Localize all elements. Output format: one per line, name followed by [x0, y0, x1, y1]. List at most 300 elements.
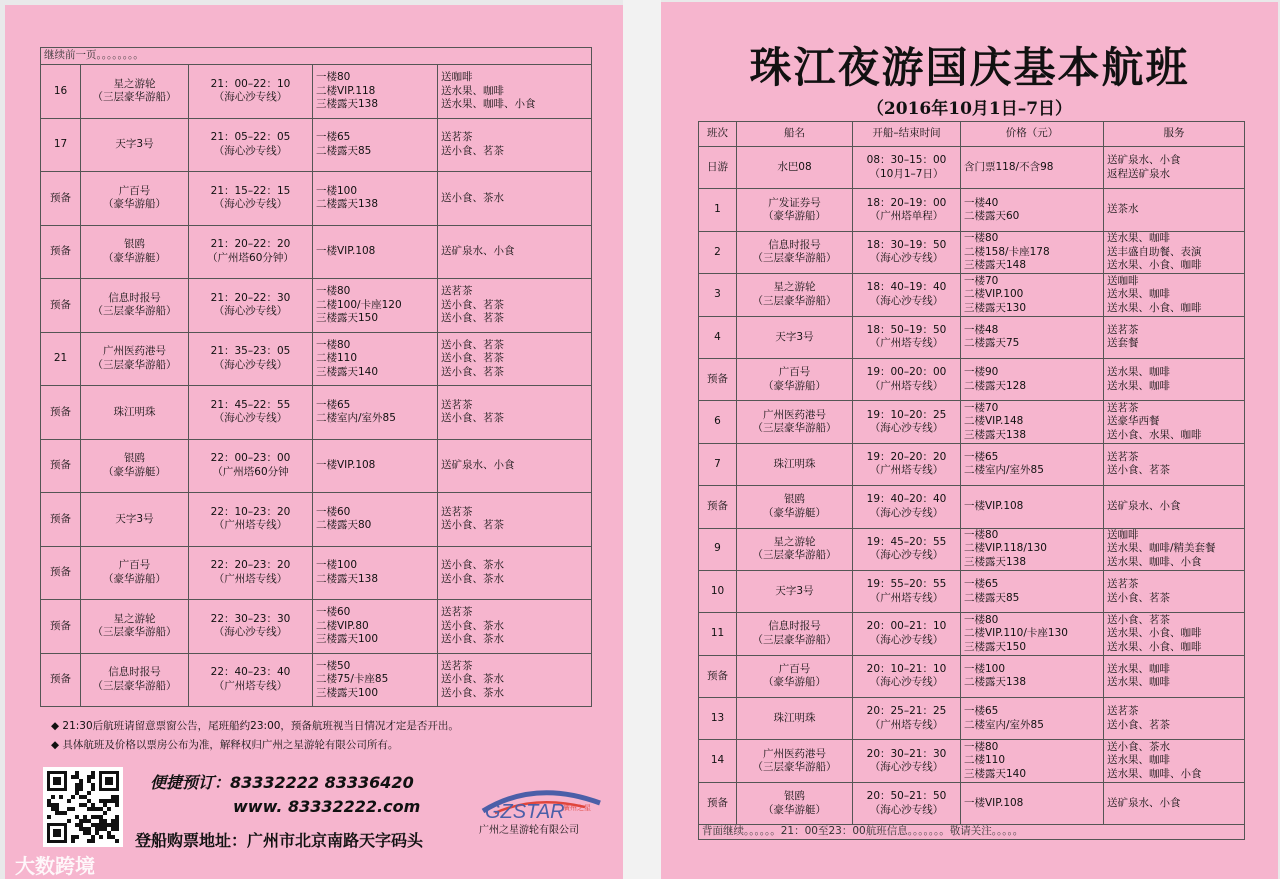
service [1104, 274, 1245, 316]
sail-time-line: （海心沙专线） [213, 412, 288, 425]
price [313, 439, 438, 493]
boat-name-line: 信息时报号 [108, 291, 161, 304]
service-line: 送豪华西餐 [1107, 415, 1160, 428]
service-line: 送矿泉水、小食 [1107, 796, 1181, 809]
footer-note: 背面继续。。。。。。21：00至23：00航班信息。。。。。。。敬请关注。。。。。 [699, 825, 1245, 840]
price-line: 一楼65 [964, 450, 999, 463]
sail-time-line: （广州塔60分钟 [212, 465, 289, 478]
price-line: 二楼室内/室外85 [964, 718, 1044, 731]
sail-time-line: （10月1–7日） [869, 167, 944, 180]
sail-time-line: （海心沙专线） [213, 358, 288, 371]
price [961, 782, 1104, 824]
sail-time [189, 653, 313, 707]
price-line: 一楼80 [316, 285, 351, 297]
price-line: 三楼露天138 [964, 555, 1027, 568]
trip-number: 预备 [41, 279, 81, 333]
table-row [699, 528, 1245, 570]
service-line: 送水果、咖啡 [1107, 754, 1170, 767]
service [438, 118, 592, 172]
page-title: 珠江夜游国庆基本航班 [749, 43, 1190, 92]
price [961, 189, 1104, 231]
sail-time [853, 147, 961, 189]
sail-time-line: 20：00–21：10 [866, 620, 947, 633]
service-line: 送小食、茗茶 [1107, 613, 1170, 626]
sail-time-line: 20：10–21：10 [866, 662, 947, 675]
sail-time-line: （海心沙专线） [869, 803, 944, 816]
boat-name [737, 570, 853, 612]
boat-name-line: （豪华游船） [763, 676, 826, 689]
sail-time-line: （广州塔专线） [869, 379, 944, 392]
boat-name-line: 广州医药港号 [763, 408, 826, 421]
boat-name-line: 广百号 [778, 366, 811, 379]
sail-time [189, 439, 313, 493]
trip-number: 10 [699, 570, 737, 612]
table-row [699, 740, 1245, 782]
boat-name [737, 443, 853, 485]
boat-name-line: （豪华游艇） [103, 251, 166, 264]
price-line: 二楼110 [316, 352, 358, 364]
continued-note: 继续前一页。。。。。。。。 [41, 48, 592, 65]
boat-name-line: 广百号 [778, 662, 811, 675]
sail-time-line: （广州塔专线） [213, 679, 288, 692]
boat-name [737, 486, 853, 528]
service-line: 送小食、茶水 [441, 633, 504, 645]
price-line: 一楼80 [316, 338, 351, 351]
boat-name-line: （豪华游船） [763, 379, 826, 392]
service-line: 送水果、咖啡、小食 [1107, 767, 1202, 780]
service-line: 送水果、咖啡 [1107, 676, 1170, 689]
trip-number: 3 [699, 274, 737, 316]
price-line: 三楼露天138 [964, 428, 1027, 441]
boat-name [737, 316, 853, 358]
trip-number: 21 [41, 332, 81, 386]
service-line: 送茗茶 [1107, 323, 1139, 336]
boat-name [737, 698, 853, 740]
header-no: 班次 [699, 122, 737, 147]
boat-name-line: 珠江明珠 [773, 457, 816, 470]
boat-name-line: 天字3号 [775, 584, 814, 597]
price-line: 二楼露天138 [316, 572, 379, 585]
table-row [41, 546, 592, 600]
service-line: 送茗茶 [1107, 450, 1139, 463]
service-line: 送小食、茗茶 [1107, 591, 1170, 604]
trip-number: 17 [41, 118, 81, 172]
sail-time [853, 740, 961, 782]
sail-time [189, 279, 313, 333]
price-line: 二楼露天60 [964, 210, 1020, 223]
boat-name [81, 493, 189, 547]
boat-name-line: （豪华游艇） [763, 506, 826, 519]
sail-time [189, 172, 313, 226]
price [313, 332, 438, 386]
service-line: 送咖啡 [1107, 528, 1139, 541]
service-line: 送小食、茶水 [441, 191, 504, 204]
trip-number: 预备 [41, 546, 81, 600]
trip-number: 14 [699, 740, 737, 782]
boat-name [737, 613, 853, 655]
sail-time-line: 18：40–19：40 [866, 281, 947, 294]
table-row [699, 147, 1245, 189]
price [961, 231, 1104, 273]
boat-name-line: （三层豪华游船） [752, 422, 837, 435]
sail-time [853, 316, 961, 358]
service [438, 546, 592, 600]
price-line: 一楼65 [964, 578, 999, 591]
table-row [699, 189, 1245, 231]
trip-number: 预备 [699, 782, 737, 824]
service-line: 送小食、茗茶 [441, 352, 504, 364]
sail-time-line: 22：10–23：20 [210, 505, 291, 518]
sail-time-line: （广州塔专线） [869, 591, 944, 604]
sail-time-line: （广州塔单程） [869, 210, 944, 223]
sail-time-line: （海心沙专线） [869, 633, 944, 646]
service-line: 送小食、茗茶 [1107, 464, 1170, 477]
sail-time-line: （海心沙专线） [869, 506, 944, 519]
qr-code [43, 767, 123, 847]
table-row [41, 65, 592, 119]
boat-name-line: 珠江明珠 [113, 405, 156, 418]
service [1104, 358, 1245, 400]
service [1104, 782, 1245, 824]
price-line: 一楼80 [316, 71, 351, 83]
trip-number: 13 [699, 698, 737, 740]
sail-time-line: （广州塔专线） [869, 337, 944, 350]
service-line: 送水果、小食、咖啡 [1107, 301, 1202, 314]
price-line: 二楼露天75 [964, 337, 1020, 350]
service-line: 送丰盛自助餐、表演 [1107, 245, 1202, 258]
service-line: 送矿泉水、小食 [441, 245, 515, 257]
price [313, 172, 438, 226]
boat-name-line: 银鸥 [784, 790, 805, 803]
boat-name [737, 655, 853, 697]
trip-number: 9 [699, 528, 737, 570]
boat-name-line: （三层豪华游船） [752, 294, 837, 307]
price-line: 二楼室内/室外85 [964, 464, 1044, 477]
price [313, 279, 438, 333]
price [313, 65, 438, 119]
service-line: 送水果、咖啡 [441, 84, 504, 97]
sail-time [853, 401, 961, 443]
table-row [41, 225, 592, 279]
trip-number: 预备 [41, 439, 81, 493]
service-line: 送茗茶 [1107, 705, 1139, 718]
boat-name [81, 546, 189, 600]
price [961, 655, 1104, 697]
sail-time-line: （广州塔专线） [213, 572, 288, 585]
boat-name [81, 65, 189, 119]
table-row [699, 782, 1245, 824]
price [961, 147, 1104, 189]
price-line: 含门票118/不含98 [964, 160, 1054, 173]
service-line: 送咖啡 [1107, 274, 1139, 287]
service [438, 172, 592, 226]
table-row [41, 332, 592, 386]
price [961, 486, 1104, 528]
price-line: 二楼VIP.80 [316, 619, 369, 632]
sail-time-line: 20：30–21：30 [866, 747, 947, 760]
price [961, 740, 1104, 782]
price [961, 528, 1104, 570]
service [438, 65, 592, 119]
service [1104, 698, 1245, 740]
boat-name [81, 600, 189, 654]
sail-time-line: （海心沙专线） [869, 294, 944, 307]
boat-name-line: 珠江明珠 [773, 712, 816, 725]
header-time: 开船–结束时间 [853, 122, 961, 147]
sail-time-line: 22：30–23：30 [210, 612, 291, 625]
price-line: 一楼80 [964, 740, 999, 753]
sail-time-line: 20：50–21：50 [866, 790, 947, 803]
price [961, 316, 1104, 358]
service [438, 600, 592, 654]
boat-name-line: 广州医药港号 [763, 747, 826, 760]
table-row [699, 443, 1245, 485]
service-line: 送小食、茗茶 [441, 312, 504, 324]
price-line: 一楼70 [964, 274, 999, 287]
service-line: 送矿泉水、小食 [1107, 154, 1181, 167]
sail-time-line: （广州塔60分钟） [207, 251, 294, 264]
trip-number: 6 [699, 401, 737, 443]
sail-time [853, 231, 961, 273]
sail-time-line: （广州塔专线） [213, 519, 288, 532]
service [1104, 613, 1245, 655]
service-line: 送水果、小食、咖啡 [1107, 259, 1202, 272]
price-line: 二楼VIP.100 [964, 288, 1024, 301]
sail-time-line: 21：20–22：30 [210, 291, 291, 304]
boat-name-line: 广州医药港号 [103, 345, 166, 358]
service [1104, 486, 1245, 528]
price-line: 二楼VIP.110/卡座130 [964, 627, 1068, 640]
sail-time-line: 19：10–20：25 [866, 408, 947, 421]
table-row [41, 600, 592, 654]
service-line: 送茶水 [1107, 203, 1139, 216]
service-line: 送小食、茶水 [441, 572, 504, 585]
boat-name [81, 225, 189, 279]
boat-name-line: （豪华游船） [763, 210, 826, 223]
boat-name-line: （三层豪华游船） [752, 761, 837, 774]
service [1104, 147, 1245, 189]
sail-time [189, 546, 313, 600]
trip-number: 预备 [41, 493, 81, 547]
sail-time-line: 18：50–19：50 [866, 323, 947, 336]
boat-name [737, 528, 853, 570]
trip-number: 4 [699, 316, 737, 358]
price-line: 一楼80 [964, 232, 999, 245]
price-line: 二楼158/卡座178 [964, 245, 1050, 258]
logo-text: GZSTAR [485, 801, 565, 823]
price [313, 653, 438, 707]
price-line: 二楼室内/室外85 [316, 412, 396, 425]
table-row [699, 358, 1245, 400]
service-line: 送小食、茗茶 [441, 338, 504, 351]
sail-time-line: （海心沙专线） [869, 549, 944, 562]
note-1: ◆ 21:30后航班请留意票窗公告，尾班船约23:00，预备航班视当日情况才定是否开出。 [51, 720, 459, 732]
boat-name [737, 358, 853, 400]
service-line: 送小食、茶水 [441, 559, 504, 572]
price-line: 三楼露天100 [316, 686, 379, 699]
table-row [699, 613, 1245, 655]
boat-name-line: 银鸥 [124, 452, 145, 465]
boat-name-line: 星之游轮 [773, 535, 816, 548]
price-line: 二楼VIP.118/130 [964, 542, 1047, 555]
service-line: 送小食、茶水 [441, 673, 504, 685]
sail-time-line: （海心沙专线） [213, 91, 288, 104]
price-line: 一楼65 [964, 705, 999, 718]
service-line: 送水果、咖啡 [1107, 662, 1170, 675]
boat-name [81, 172, 189, 226]
service-line: 送咖啡 [441, 71, 473, 83]
boarding-address: 登船购票地址：广州市北京南路天字码头 [135, 831, 424, 850]
boat-name [81, 386, 189, 440]
price [313, 493, 438, 547]
trip-number: 预备 [41, 386, 81, 440]
price-line: 二楼露天85 [964, 591, 1020, 604]
sail-time [853, 528, 961, 570]
price-line: 一楼48 [964, 323, 999, 336]
table-row [41, 439, 592, 493]
price-line: 一楼50 [316, 659, 351, 672]
service-line: 送水果、咖啡、小食 [1107, 555, 1202, 568]
trip-number: 预备 [41, 172, 81, 226]
boat-name [737, 740, 853, 782]
service-line: 送茗茶 [441, 659, 473, 672]
table-row [699, 698, 1245, 740]
trip-number: 预备 [699, 486, 737, 528]
sail-time [853, 570, 961, 612]
service [1104, 740, 1245, 782]
price [961, 401, 1104, 443]
price-line: 二楼露天85 [316, 144, 372, 157]
trip-number: 日游 [699, 147, 737, 189]
price-line: 二楼露天138 [964, 676, 1027, 689]
note-2: ◆ 具体航班及价格以票房公布为准，解释权归广州之星游轮有限公司所有。 [51, 739, 399, 751]
service-line: 送小食、茗茶 [441, 144, 504, 157]
service-line: 送茗茶 [1107, 578, 1139, 591]
table-row [41, 279, 592, 333]
sail-time-line: （广州塔专线） [869, 718, 944, 731]
price-line: 三楼露天138 [316, 98, 379, 110]
service-line: 送水果、咖啡 [1107, 366, 1170, 379]
service-line: 送水果、小食、咖啡 [1107, 640, 1202, 653]
sail-time-line: 19：20–20：20 [866, 450, 947, 463]
boat-name-line: （豪华游艇） [763, 803, 826, 816]
trip-number: 11 [699, 613, 737, 655]
service-line: 送小食、茶水 [1107, 740, 1170, 753]
price [313, 386, 438, 440]
service-line: 送套餐 [1107, 337, 1139, 350]
sail-time [189, 386, 313, 440]
price-line: 三楼露天140 [316, 365, 379, 378]
service [1104, 316, 1245, 358]
sail-time [853, 189, 961, 231]
service-line: 送矿泉水、小食 [441, 459, 515, 471]
boat-name [737, 274, 853, 316]
price [961, 613, 1104, 655]
table-row [699, 231, 1245, 273]
price-line: 一楼100 [316, 184, 358, 197]
trip-number: 16 [41, 65, 81, 119]
trip-number: 预备 [41, 600, 81, 654]
boat-name-line: 天字3号 [115, 138, 154, 150]
sail-time-line: 19：55–20：55 [866, 578, 947, 591]
price-line: 三楼露天130 [964, 301, 1027, 314]
service [1104, 655, 1245, 697]
price-line: 一楼90 [964, 366, 999, 379]
service [1104, 443, 1245, 485]
sail-time-line: 21：45–22：55 [210, 398, 291, 411]
price [313, 546, 438, 600]
service [1104, 231, 1245, 273]
boat-name-line: 星之游轮 [113, 612, 156, 625]
price-line: 一楼VIP.108 [964, 500, 1024, 513]
logo-subtext: 廣州之星 [563, 804, 591, 812]
service-line: 送茗茶 [441, 398, 473, 411]
price-line: 一楼VIP.108 [316, 459, 376, 471]
service-line: 送小食、茶水 [441, 619, 504, 632]
service [438, 225, 592, 279]
service-line: 送茗茶 [441, 131, 473, 144]
sail-time [189, 332, 313, 386]
price-line: 二楼露天80 [316, 519, 372, 532]
sail-time-line: 21：35–23：05 [210, 345, 291, 358]
boat-name-line: 星之游轮 [113, 77, 156, 90]
boat-name [737, 782, 853, 824]
boat-name [81, 279, 189, 333]
boat-name [81, 332, 189, 386]
boat-name-line: （豪华游艇） [103, 465, 166, 478]
sail-time [189, 65, 313, 119]
sail-time [853, 443, 961, 485]
table-row [41, 172, 592, 226]
sail-time-line: 21：05–22：05 [210, 131, 291, 144]
price-line: 二楼VIP.148 [964, 415, 1024, 428]
sail-time-line: 18：30–19：50 [866, 238, 947, 251]
sail-time-line: （海心沙专线） [869, 252, 944, 265]
price-line: 一楼60 [316, 505, 351, 518]
price-line: 二楼75/卡座85 [316, 673, 389, 685]
table-row [699, 486, 1245, 528]
sail-time-line: （海心沙专线） [869, 676, 944, 689]
sail-time [853, 655, 961, 697]
service-line: 送水果、咖啡/精美套餐 [1107, 542, 1216, 555]
sail-time-line: 19：00–20：00 [866, 366, 947, 379]
service-line: 送小食、茗茶 [1107, 718, 1170, 731]
service-line: 送茗茶 [441, 505, 473, 518]
boat-name-line: 星之游轮 [773, 281, 816, 294]
trip-number: 7 [699, 443, 737, 485]
price-line: 一楼70 [964, 401, 999, 414]
sail-time-line: 19：40–20：40 [866, 493, 947, 506]
boat-name-line: 天字3号 [115, 512, 154, 525]
boat-name-line: （三层豪华游船） [752, 633, 837, 646]
boat-name-line: 信息时报号 [768, 238, 821, 251]
price-line: 二楼露天128 [964, 379, 1027, 392]
price-line: 二楼露天138 [316, 198, 379, 211]
price-line: 三楼露天150 [964, 640, 1027, 653]
service [438, 493, 592, 547]
service [438, 386, 592, 440]
service-line: 送矿泉水、小食 [1107, 500, 1181, 513]
trip-number: 预备 [41, 225, 81, 279]
boat-name [81, 118, 189, 172]
header-price: 价格（元） [961, 122, 1104, 147]
sail-time-line: 21：15–22：15 [210, 184, 291, 197]
boat-name [737, 189, 853, 231]
price [961, 570, 1104, 612]
company-name: 广州之星游轮有限公司 [479, 825, 579, 836]
trip-number: 1 [699, 189, 737, 231]
boat-name [737, 147, 853, 189]
